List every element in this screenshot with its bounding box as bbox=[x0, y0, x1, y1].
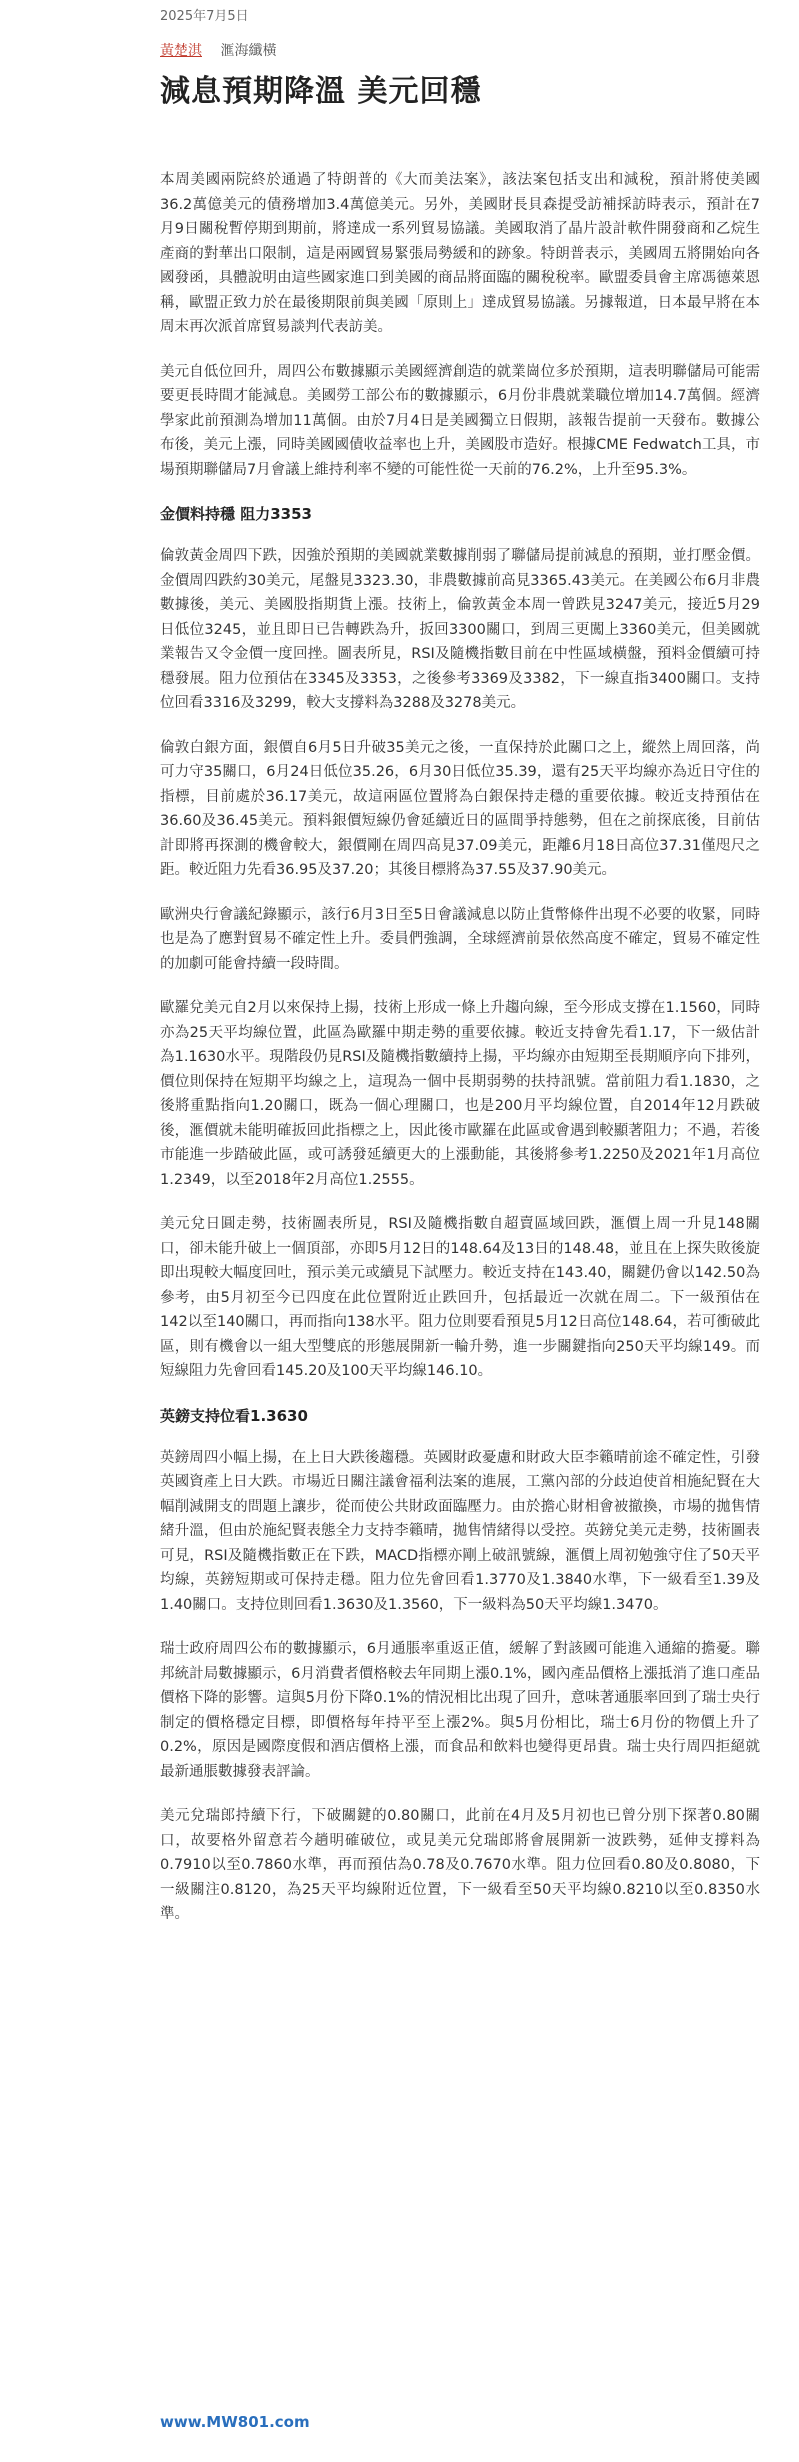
section-heading-gbp: 英鎊支持位看1.3630 bbox=[160, 1406, 308, 1425]
paragraph: 倫敦白銀方面，銀價自6月5日升破35美元之後，一直保持於此關口之上，縱然上周回落，尚可力守35關口，6月24日低位35.26，6月30日低位35.39，還有25天平均線亦為近日守住的指標，目前處於36.17美元，故這兩區位置將為白銀保持走穩的重要依據。較近支持預估在36.60及36.45美元。預料銀價短線仍會延續近日的區間爭持態勢，但在之前探底後，目前估計即將再探測的機會較大，銀價剛在周四高見37.09美元，距離6月18日高位37.31僅咫尺之距。較近阻力先看36.95及37.20；其後目標將為37.55及37.90美元。 bbox=[160, 739, 760, 878]
article-body bbox=[160, 168, 760, 1947]
article-title: 減息預期降溫 美元回穩 bbox=[160, 74, 482, 109]
paragraph: 美元自低位回升，周四公布數據顯示美國經濟創造的就業崗位多於預期，這表明聯儲局可能需要更長時間才能減息。美國勞工部公布的數據顯示，6月份非農就業職位增加14.7萬個。經濟學家此前預測為增加11萬個。由於7月4日是美國獨立日假期，該報告提前一天發布。數據公布後，美元上漲，同時美國國債收益率也上升，美國股市造好。根據CME Fedwatch工具，市場預期聯儲局7月會議上維持利率不變的可能性從一天前的76.2%，上升至95.3%。 bbox=[160, 363, 760, 478]
paragraph: 美元兌瑞郎持續下行，下破關鍵的0.80關口，此前在4月及5月初也已曾分別下探著0.80關口，故要格外留意若今趟明確破位，或見美元兌瑞郎將會展開新一波跌勢，延伸支撐料為0.7910以至0.7860水準，再而預估為0.78及0.7670水準。阻力位回看0.80及0.8080，下一級關注0.8120，為25天平均線附近位置，下一級看至50天平均線0.8210以至0.8350水準。 bbox=[160, 1808, 760, 1922]
section-heading-gold: 金價料持穩 阻力3353 bbox=[160, 505, 312, 523]
byline bbox=[160, 40, 276, 60]
source-name: 滙海纖橫 bbox=[220, 43, 277, 59]
paragraph: 歐洲央行會議紀錄顯示，該行6月3日至5日會議減息以防止貨幣條件出現不必要的收緊，同時也是為了應對貿易不確定性上升。委員們強調，全球經濟前景依然高度不確定，貿易不確定性的加劇可能會持續一段時間。 bbox=[160, 906, 760, 972]
paragraph: 歐羅兌美元自2月以來保持上揚，技術上形成一條上升趨向線，至今形成支撐在1.1560，同時亦為25天平均線位置，此區為歐羅中期走勢的重要依據。較近支持會先看1.17，下一級估計為1.1630水平。現階段仍見RSI及隨機指數續持上揚，平均線亦由短期至長期順序向下排列，價位則保持在短期平均線之上，這現為一個中長期弱勢的扶持訊號。當前阻力看1.1830，之後將重點指向1.20關口，既為一個心理關口，也是200月平均線位置，自2014年12月跌破後，滙價就未能明確扳回此指標之上，因此後市歐羅在此區或會遇到較顯著阻力；不過，若後市能進一步踏破此區，或可誘發延續更大的上漲動能，其後將參考1.2250及2021年1月高位1.2349，以至2018年2月高位1.2555。 bbox=[160, 1000, 760, 1188]
paragraph: 本周美國兩院終於通過了特朗普的《大而美法案》，該法案包括支出和減稅，預計將使美國36.2萬億美元的債務增加3.4萬億美元。另外，美國財長貝森提受訪補採訪時表示，預計在7月9日關稅暫停期到期前，將達成一系列貿易協議。美國取消了晶片設計軟件開發商和乙烷生產商的對華出口限制，這是兩國貿易緊張局勢緩和的跡象。特朗普表示，美國周五將開始向各國發函，具體說明由這些國家進口到美國的商品將面臨的關稅稅率。歐盟委員會主席馮德萊恩稱，歐盟正致力於在最後期限前與美國「原則上」達成貿易協議。另據報道，日本最早將在本周末再次派首席貿易談判代表訪美。 bbox=[160, 172, 760, 335]
paragraph: 倫敦黃金周四下跌，因強於預期的美國就業數據削弱了聯儲局提前減息的預期，並打壓金價。金價周四跌約30美元，尾盤見3323.30，非農數據前高見3365.43美元。在美國公布6月非農數據後，美元、美國股指期貨上漲。技術上，倫敦黃金本周一曾跌見3247美元，接近5月29日低位3245，並且即日已告轉跌為升，扳回3300關口，到周三更闖上3360美元，但美國就業報告又令金價一度回挫。圖表所見，RSI及隨機指數目前在中性區域橫盤，預料金價續可持穩發展。阻力位預估在3345及3353，之後參考3369及3382，下一線直指3400關口。支持位回看3316及3299，較大支撐料為3288及3278美元。 bbox=[160, 548, 760, 711]
site-link[interactable]: www.MW801.com bbox=[160, 2413, 310, 2431]
publish-date: 2025年7月5日 bbox=[160, 9, 249, 24]
author-link[interactable]: 黃楚淇 bbox=[160, 43, 202, 59]
paragraph: 英鎊周四小幅上揚，在上日大跌後趨穩。英國財政憂慮和財政大臣李籟晴前途不確定性，引發英國資產上日大跌。市場近日關注議會福利法案的進展，工黨內部的分歧迫使首相施紀賢在大幅削減開支的問題上讓步，從而使公共財政面臨壓力。由於擔心財相會被撤換，市場的拋售情緒升溫，但由於施紀賢表態全力支持李籟晴，拋售情緒得以受控。英鎊兌美元走勢，技術圖表可見，RSI及隨機指數正在下跌，MACD指標亦剛上破訊號線，滙價上周初勉強守住了50天平均線，英鎊短期或可保持走穩。阻力位先會回看1.3770及1.3840水準，下一級看至1.39及1.40關口。支持位則回看1.3630及1.3560，下一級料為50天平均線1.3470。 bbox=[160, 1449, 760, 1613]
paragraph: 瑞士政府周四公布的數據顯示，6月通脹率重返正值，緩解了對該國可能進入通縮的擔憂。聯邦統計局數據顯示，6月消費者價格較去年同期上漲0.1%，國內產品價格上漲抵消了進口產品價格下降的影響。這與5月份下降0.1%的情況相比出現了回升，意味著通脹率回到了瑞士央行制定的價格穩定目標，即價格每年持平至上漲2%。與5月份相比，瑞士6月份的物價上升了0.2%，原因是國際度假和酒店價格上漲，而食品和飲料也變得更昂貴。瑞士央行周四拒絕就最新通脹數據發表評論。 bbox=[160, 1641, 760, 1780]
paragraph: 美元兌日圓走勢，技術圖表所見，RSI及隨機指數自超賣區域回跌，滙價上周一升見148關口，卻未能升破上一個頂部，亦即5月12日的148.64及13日的148.48，並且在上探失敗後旋即出現較大幅度回吐，預示美元或續見下試壓力。較近支持在143.40，關鍵仍會以142.50為參考，由5月初至今已四度在此位置附近止跌回升，包括最近一次就在周二。下一級預估在142以至140關口，再而指向138水平。阻力位則要看預見5月12日高位148.64，若可衝破此區，則有機會以一組大型雙底的形態展開新一輪升勢，進一步關鍵指向250天平均線149。而短線阻力先會回看145.20及100天平均線146.10。 bbox=[160, 1216, 760, 1379]
